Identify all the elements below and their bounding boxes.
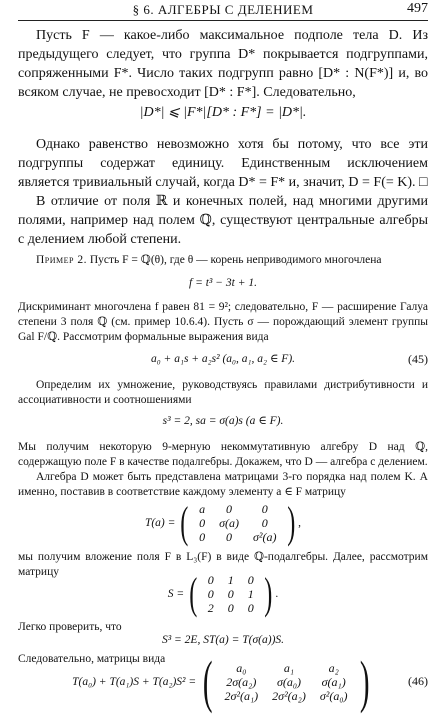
matrix-cell: 2σ²(a₁) bbox=[224, 689, 259, 703]
matrix-cell: σ(a₀) bbox=[276, 675, 302, 689]
equation-46 bbox=[18, 646, 428, 714]
matrix-cell: 0 bbox=[207, 587, 214, 601]
equation-45: a₀ + a₁s + a₂s² (a₀, a₁, a₂ ∈ F). bbox=[150, 353, 296, 365]
paragraph-discriminant: Дискриминант многочлена f равен 81 = 9²; следовательно, F — расширение Галуа степени 3 поля ℚ (см. пример 10.6.4). Пусть σ — порождающий элемент группы Gal F/ℚ. Рассмотрим формальные выражения вида bbox=[18, 301, 428, 343]
matrix-cell: 0 bbox=[226, 530, 233, 544]
page-number: 497 bbox=[407, 1, 428, 16]
matrix-S-lhs: S = bbox=[167, 587, 185, 600]
matrix-cell: σ²(a) bbox=[252, 530, 277, 544]
matrix-S-period: . bbox=[275, 587, 279, 600]
matrix-cell: σ(a) bbox=[219, 516, 239, 530]
matrix-T-lhs: T(a) = bbox=[144, 516, 176, 529]
matrix-46 bbox=[217, 661, 354, 703]
matrix-cell: 1 bbox=[227, 573, 234, 587]
matrix-S bbox=[201, 573, 261, 615]
running-header bbox=[18, 0, 428, 21]
equation-number-45: (45) bbox=[408, 352, 428, 366]
matrix-T bbox=[192, 502, 283, 544]
matrix-S-right-paren: ) bbox=[264, 569, 273, 618]
section-title: § 6. АЛГЕБРЫ С ДЕЛЕНИЕМ bbox=[132, 2, 314, 17]
equation-matrix-S bbox=[18, 570, 428, 618]
paragraph-multiplication: Определим их умножение, руководствуясь правилами дистрибутивности и ассоциативности и соотношениями bbox=[18, 379, 428, 406]
matrix-T-left-paren: ( bbox=[180, 498, 189, 547]
matrix-cell: 0 bbox=[261, 502, 268, 516]
equation-number-46: (46) bbox=[408, 674, 428, 688]
matrix-cell: 0 bbox=[247, 601, 254, 615]
matrix-cell: 0 bbox=[226, 502, 233, 516]
matrix-cell: 0 bbox=[207, 573, 214, 587]
equation-relations: s³ = 2, sa = σ(a)s (a ∈ F). bbox=[162, 415, 284, 427]
matrix-cell: σ²(a₀) bbox=[319, 689, 348, 703]
matrix-T-comma: , bbox=[298, 516, 302, 529]
matrix-cell: 0 bbox=[199, 530, 206, 544]
paragraph-central-algebras: В отличие от поля ℝ и конечных полей, над многими другими полями, например над полем ℚ, существуют центральные алгебры с делением любой степени. bbox=[18, 194, 428, 247]
paragraph-maximal-subfield: Пусть F — какое-либо максимальное подполе тела D. Из предыдущего следует, что группа D* покрывается подгруппами, сопряженными F*. Число таких подгрупп равно [D* : N(F*)] и, во всяком случае, не превосходит [D* : F*]. Следовательно, bbox=[18, 28, 428, 100]
matrix-46-right-paren: ) bbox=[359, 649, 370, 714]
equation-check: S³ = 2E, ST(a) = T(σ(a))S. bbox=[161, 634, 285, 646]
matrix-cell: a₁ bbox=[283, 661, 295, 675]
matrix-cell: 0 bbox=[261, 516, 268, 530]
matrix-cell: 0 bbox=[199, 516, 206, 530]
matrix-cell: 0 bbox=[227, 601, 234, 615]
matrix-cell: 0 bbox=[247, 573, 254, 587]
paragraph-embedding: мы получим вложение поля F в L₃(F) в виде ℚ-подалгебры. Далее, рассмотрим матрицу bbox=[18, 551, 428, 578]
paragraph-impossibility: Однако равенство невозможно хотя бы потому, что все эти подгруппы содержат единицу. Единственным исключением является тривиальный случай, когда D* = F* и, значит, D = F(= K). □ bbox=[18, 137, 428, 190]
matrix-cell: 2 bbox=[207, 601, 214, 615]
equation-46-lhs: T(a₀) + T(a₁)S + T(a₂)S² = bbox=[72, 675, 197, 688]
matrix-cell: 2σ²(a₂) bbox=[272, 689, 306, 703]
paragraph-easy-check: Легко проверить, что bbox=[18, 621, 122, 633]
paragraph-representation: Алгебра D может быть представлена матрицами 3-го порядка над полем K. А именно, поставив в соответствие каждому элементу a ∈ F матрицу bbox=[18, 471, 428, 498]
matrix-T-right-paren: ) bbox=[286, 498, 295, 547]
equation-cardinality: |D*| ⩽ |F*|[D* : F*] = |D*|. bbox=[139, 105, 307, 120]
example-label: Пример 2. bbox=[36, 254, 87, 266]
equation-matrix-T bbox=[18, 498, 428, 548]
matrix-cell: 2σ(a₂) bbox=[226, 675, 257, 689]
matrix-cell: 1 bbox=[247, 587, 254, 601]
example-heading bbox=[18, 253, 428, 268]
equation-polynomial: f = t³ − 3t + 1. bbox=[189, 277, 257, 289]
matrix-cell: a₂ bbox=[328, 661, 339, 675]
example-intro: Пусть F = ℚ(θ), где θ — корень неприводимого многочлена bbox=[89, 254, 382, 266]
matrix-cell: a bbox=[199, 502, 206, 516]
matrix-S-left-paren: ( bbox=[189, 569, 198, 618]
matrix-cell: a₀ bbox=[236, 661, 247, 675]
matrix-cell: σ(a₁) bbox=[321, 675, 346, 689]
paragraph-matrices-form: Следовательно, матрицы вида bbox=[18, 653, 166, 665]
matrix-cell: 0 bbox=[227, 587, 234, 601]
matrix-46-left-paren: ( bbox=[202, 649, 213, 714]
paragraph-nine-dim-algebra: Мы получим некоторую 9-мерную некоммутативную алгебру D над ℚ, содержащую поле F в качестве подалгебры. Докажем, что D — алгебра с делением. bbox=[18, 441, 428, 468]
